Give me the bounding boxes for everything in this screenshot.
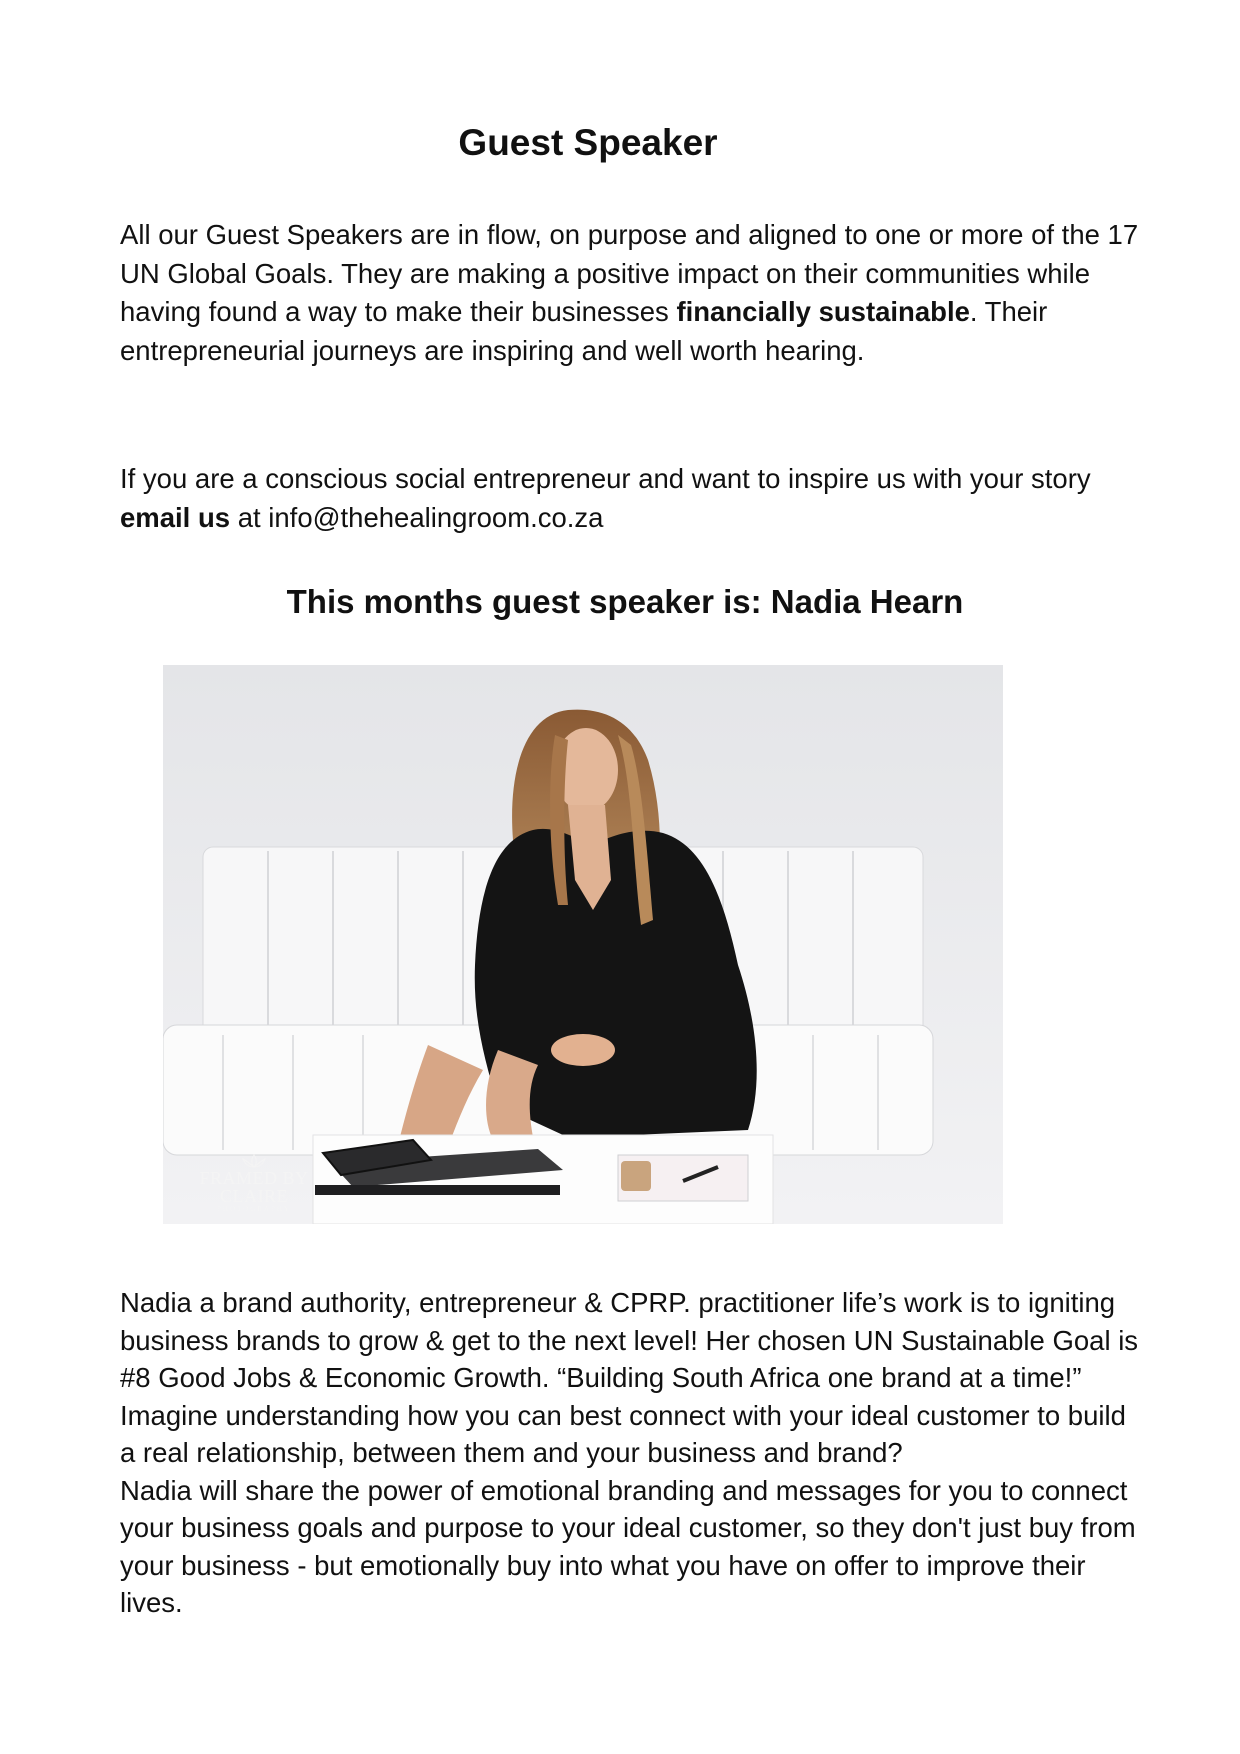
speaker-photo [163,665,1003,1224]
watermark-sub-text: PHOTOGRAPHY [217,1205,291,1213]
lotus-icon [239,1154,269,1168]
speaker-photo-illustration [163,665,1003,1224]
bio-line: Imagine understanding how you can best connect with your ideal customer to build a real relationship, between them and your business and brand? [120,1399,1126,1468]
watermark-main-text: FRAMED BY CLAIRE [199,1168,309,1206]
email-us-text: email us [120,501,231,533]
photo-watermark [169,1154,339,1214]
invite-email-text: at info@thehealingroom.co.za [230,501,604,533]
bio-line: Nadia a brand authority, entrepreneur & CPRP. practitioner life’s work is to igniting business brands to grow & get to the next level! Her chosen UN Sustainable Goal is #8 Good Jobs & Economic Growth. “Building South Africa one brand at a time!” [120,1287,1139,1393]
intro-paragraph [120,216,1140,370]
intro-text-end: . Their entrepreneurial journeys are inspiring and well worth hearing. [120,296,1048,366]
intro-text-start: All our Guest Speakers are in flow, on purpose and aligned to one or more of the 17 UN Global Goals. They are making a positive impact on their communities while having found a way to make their businesses [120,219,1139,327]
invite-text-start: If you are a conscious social entrepreneur and want to inspire us with your story [120,463,1091,494]
bio-paragraph [120,1284,1140,1622]
invite-paragraph [120,460,1140,537]
speaker-heading: This months guest speaker is: Nadia Hearn [286,583,964,620]
bio-line: Nadia will share the power of emotional branding and messages for you to connect your business goals and purpose to your ideal customer, so they don't just buy from your business - but emotionally buy into what you have on offer to improve their lives. [120,1474,1136,1618]
intro-bold-text: financially sustainable [676,296,970,327]
page-title: Guest Speaker [458,122,718,163]
